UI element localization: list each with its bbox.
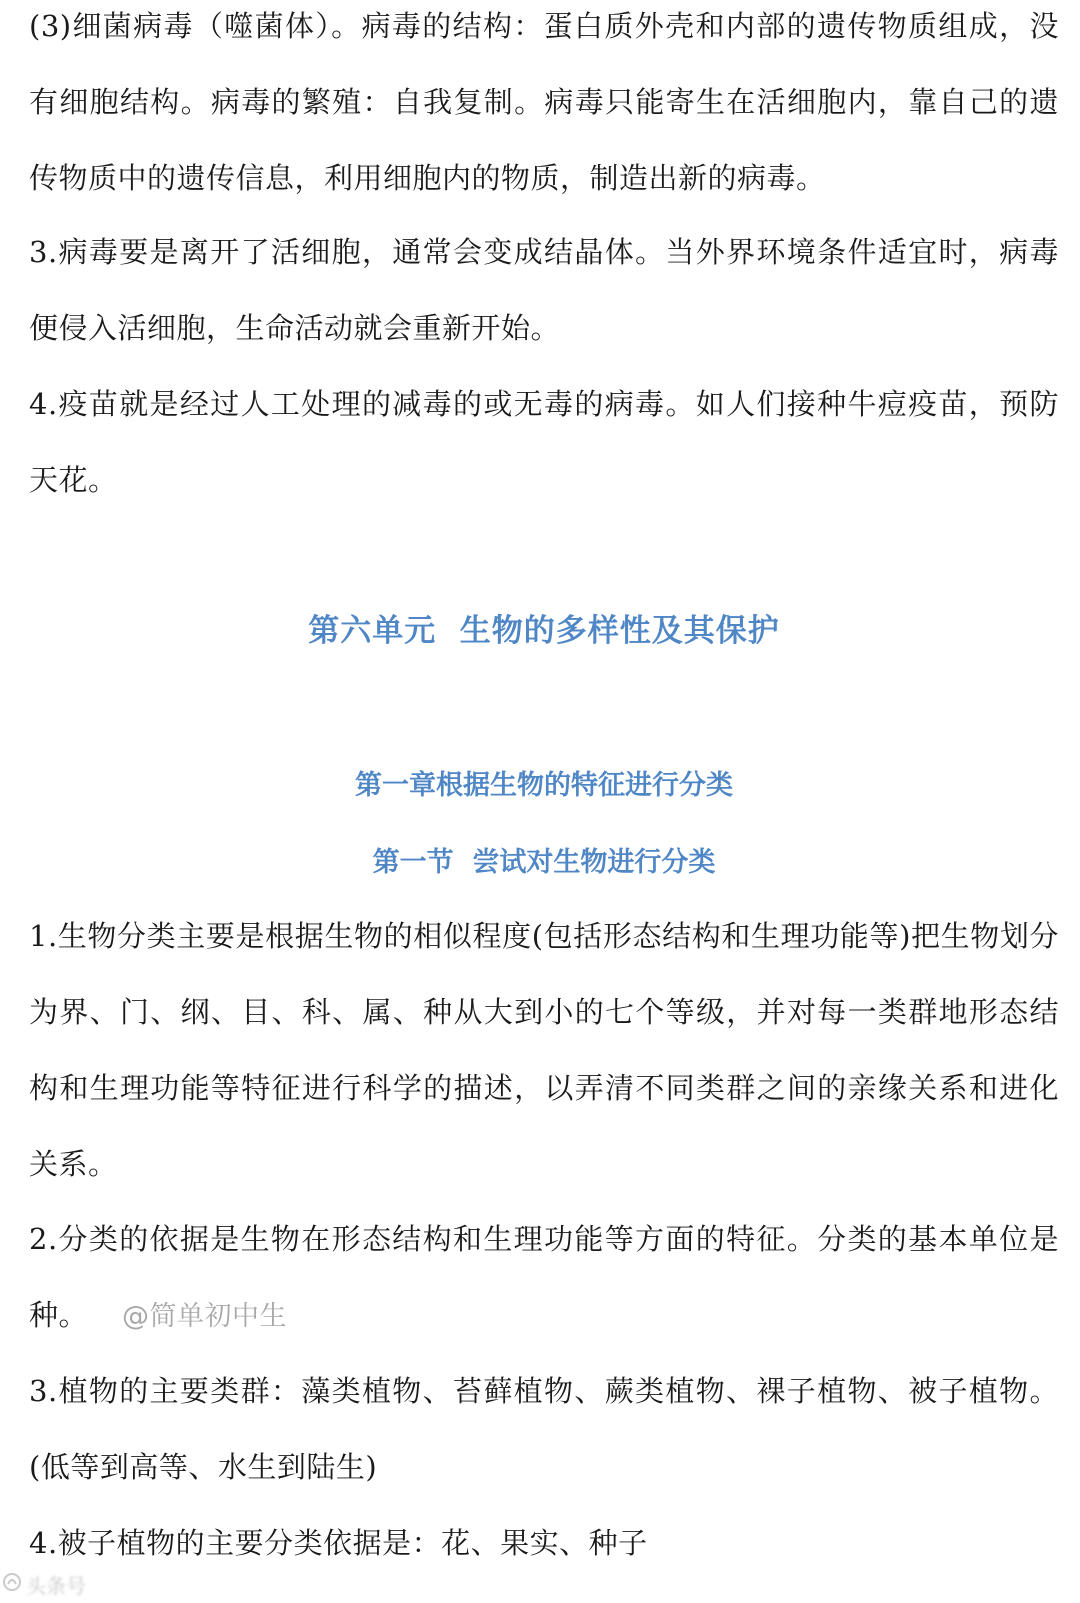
paragraph-virus-structure: (3)细菌病毒（噬菌体）。病毒的结构：蛋白质外壳和内部的遗传物质组成，没有细胞结构。病毒的繁殖：自我复制。病毒只能寄生在活细胞内，靠自己的遗传物质中的遗传信息，利用细胞内的物质，制造出新的病毒。 [29,9,1059,195]
paragraph-classification-basis [29,1201,1059,1355]
watermark-text: @简单初中生 [122,1301,288,1332]
paragraph-classification-levels: 1.生物分类主要是根据生物的相似程度(包括形态结构和生理功能等)把生物划分为界、门、纲、目、科、属、种从大到小的七个等级，并对每一类群地形态结构和生理功能等特征进行科学的描述，以弄清不同类群之间的亲缘关系和进化关系。 [29,919,1059,1181]
section-heading: 第一节 尝试对生物进行分类 [372,847,716,878]
logo-icon [2,1572,22,1592]
paragraph-plant-groups: 3.植物的主要类群：藻类植物、苔藓植物、蕨类植物、裸子植物、被子植物。(低等到高等、水生到陆生) [29,1374,1059,1484]
paragraph-vaccine: 4.疫苗就是经过人工处理的减毒的或无毒的病毒。如人们接种牛痘疫苗，预防天花。 [29,387,1059,497]
paragraph-virus-crystal: 3.病毒要是离开了活细胞，通常会变成结晶体。当外界环境条件适宜时，病毒便侵入活细胞，生命活动就会重新开始。 [29,235,1059,345]
logo-text: 头条号 [26,1574,86,1598]
paragraph-classification-basis-text: 2.分类的依据是生物在形态结构和生理功能等方面的特征。分类的基本单位是种。 [29,1222,1059,1332]
paragraph-angiosperm-basis: 4.被子植物的主要分类依据是：花、果实、种子 [29,1526,648,1560]
corner-logo [2,1568,152,1598]
unit-heading: 第六单元 生物的多样性及其保护 [308,613,780,649]
chapter-heading: 第一章根据生物的特征进行分类 [355,770,733,801]
